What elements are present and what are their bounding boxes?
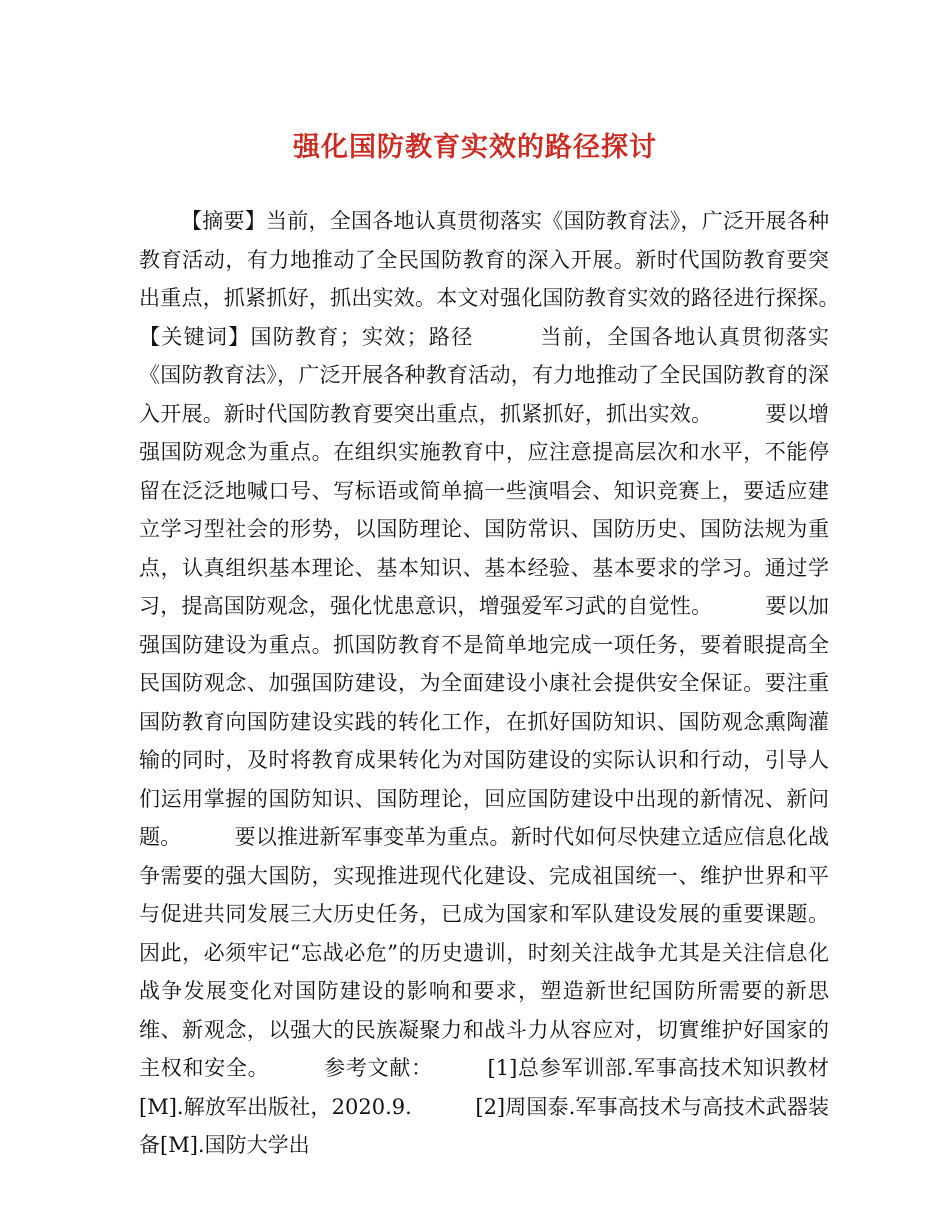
document-body: 【摘要】当前，全国各地认真贯彻落实《国防教育法》，广泛开展各种教育活动，有力地推动了全民国防教育的深入开展。新时代国防教育要突出重点，抓紧抓好，抓出实效。本文对强化国防教育实效的路径进行探探。 【关键词】国防教育；实效；路径 当前，全国各地认真贯彻落实《国防教育法》，广泛开展各种教育活动，有力地推动了全民国防教育的深入开展。新时代国防教育要突出重点，抓紧抓好，抓出实效。 要以增强国防观念为重点。在组织实施教育中，应注意提高层次和水平，不能停留在泛泛地喊口号、写标语或简单搞一些演唱会、知识竞赛上，要适应建立学习型社会的形势，以国防理论、国防常识、国防历史、国防法规为重点，认真组织基本理论、基本知识、基本经验、基本要求的学习。通过学习，提高国防观念，强化忧患意识，增强爱军习武的自觉性。 要以加强国防建设为重点。抓国防教育不是简单地完成一项任务，要着眼提高全民国防观念、加强国防建设，为全面建设小康社会提供安全保证。要注重国防教育向国防建设实践的转化工作，在抓好国防知识、国防观念熏陶灌输的同时，及时将教育成果转化为对国防建设的实际认识和行动，引导人们运用掌握的国防知识、国防理论，回应国防建设中出现的新情况、新问题。 要以推进新军事变革为重点。新时代如何尽快建立适应信息化战争需要的强大国防，实现推进现代化建设、完成祖国统一、维护世界和平与促进共同发展三大历史任务，已成为国家和军队建设发展的重要课题。因此，必须牢记“忘战必危”的历史遗训，时刻关注战争尤其是关注信息化战争发展变化对国防建设的影响和要求，塑造新世纪国防所需要的新思维、新观念，以强大的民族凝聚力和战斗力从容应对，切實维护好国家的主权和安全。 参考文献： [1]总参军训部.军事高技术知识教材[M].解放军出版社，2020.9. [2]周国泰.军事高技术与高技术武器装备[M].国防大学出 bbox=[139, 209, 892, 1157]
document-title: 强化国防教育实效的路径探讨 bbox=[293, 132, 657, 163]
